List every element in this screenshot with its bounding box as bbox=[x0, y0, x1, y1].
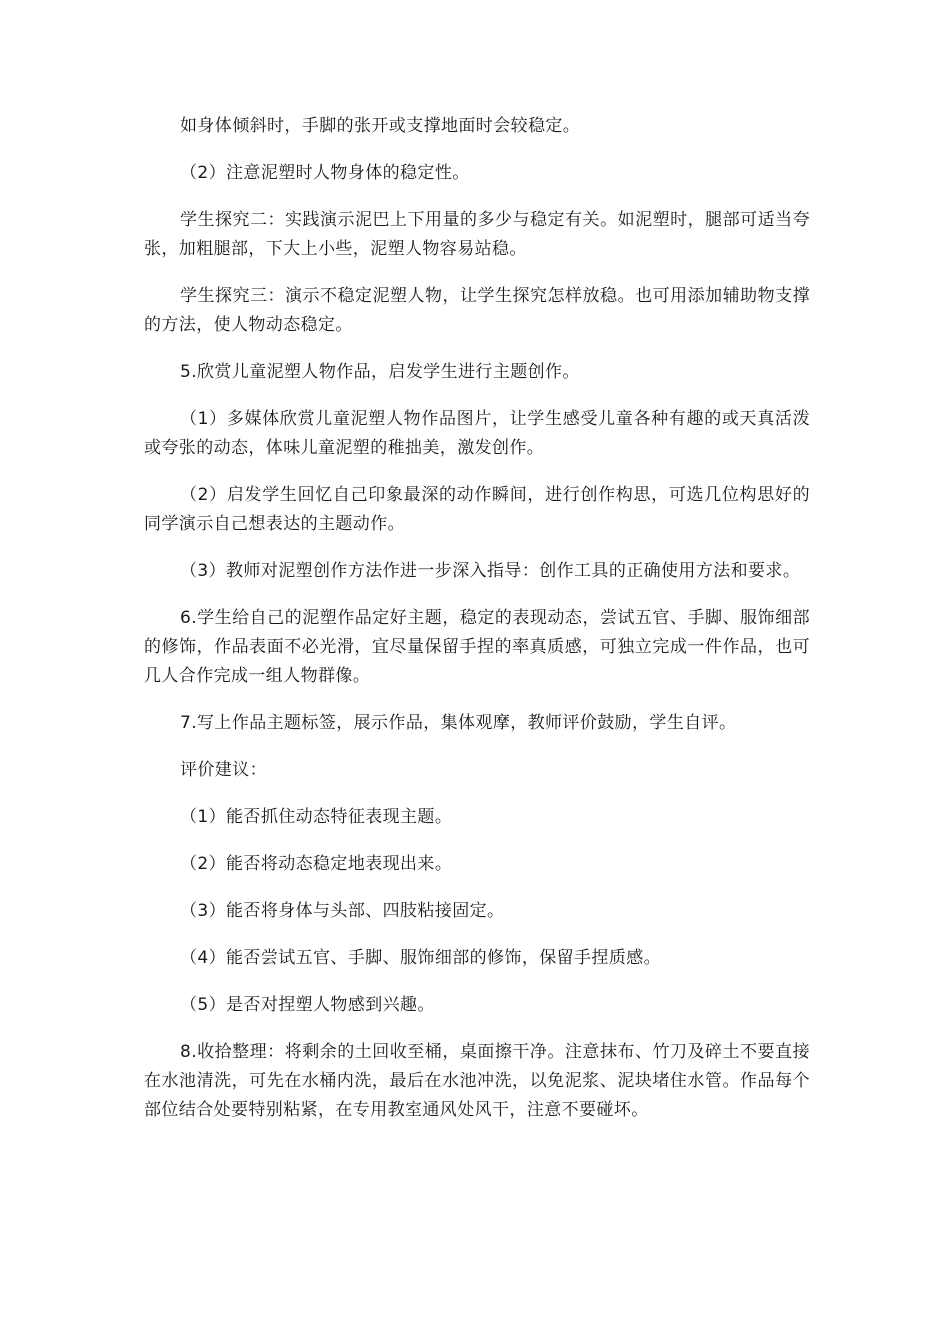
paragraph-evaluation-item-5: （5）是否对捏塑人物感到兴趣。 bbox=[180, 995, 435, 1015]
paragraph-stability-note: 如身体倾斜时，手脚的张开或支撑地面时会较稳定。 bbox=[180, 116, 581, 136]
paragraph-step-8: 8.收拾整理：将剩余的土回收至桶，桌面擦干净。注意抹布、竹刀及碎土不要直接在水池清洗，可先在水桶内洗，最后在水池冲洗，以免泥浆、泥块堵住水管。作品每个部位结合处要特别粘紧，在专用教室通风处风干，注意不要碰坏。 bbox=[144, 1042, 810, 1120]
paragraph-evaluation-item-1: （1）能否抓住动态特征表现主题。 bbox=[180, 807, 453, 827]
paragraph-step-5-item-2: （2）启发学生回忆自己印象最深的动作瞬间，进行创作构思，可选几位构思好的同学演示自己想表达的主题动作。 bbox=[144, 485, 810, 534]
paragraph-evaluation-item-3: （3）能否将身体与头部、四肢粘接固定。 bbox=[180, 901, 505, 921]
paragraph-step-5: 5.欣赏儿童泥塑人物作品，启发学生进行主题创作。 bbox=[180, 362, 580, 382]
paragraph-exploration-2: 学生探究二：实践演示泥巴上下用量的多少与稳定有关。如泥塑时，腿部可适当夸张，加粗腿部，下大上小些，泥塑人物容易站稳。 bbox=[144, 210, 810, 259]
paragraph-evaluation-item-4: （4）能否尝试五官、手脚、服饰细部的修饰，保留手捏质感。 bbox=[180, 948, 662, 968]
paragraph-evaluation-item-2: （2）能否将动态稳定地表现出来。 bbox=[180, 854, 453, 874]
paragraph-evaluation-heading: 评价建议： bbox=[180, 760, 267, 780]
paragraph-step-5-item-1: （1）多媒体欣赏儿童泥塑人物作品图片，让学生感受儿童各种有趣的或天真活泼或夸张的动态，体味儿童泥塑的稚拙美，激发创作。 bbox=[144, 409, 810, 458]
paragraph-stability-point-2: （2）注意泥塑时人物身体的稳定性。 bbox=[180, 163, 470, 183]
paragraph-step-6: 6.学生给自己的泥塑作品定好主题，稳定的表现动态，尝试五官、手脚、服饰细部的修饰，作品表面不必光滑，宜尽量保留手捏的率真质感，可独立完成一件作品，也可几人合作完成一组人物群像。 bbox=[144, 608, 810, 686]
paragraph-step-7: 7.写上作品主题标签，展示作品，集体观摩，教师评价鼓励，学生自评。 bbox=[180, 713, 737, 733]
paragraph-exploration-3: 学生探究三：演示不稳定泥塑人物，让学生探究怎样放稳。也可用添加辅助物支撑的方法，使人物动态稳定。 bbox=[144, 286, 810, 335]
document-body bbox=[144, 112, 810, 1143]
paragraph-step-5-item-3: （3）教师对泥塑创作方法作进一步深入指导：创作工具的正确使用方法和要求。 bbox=[180, 561, 801, 581]
